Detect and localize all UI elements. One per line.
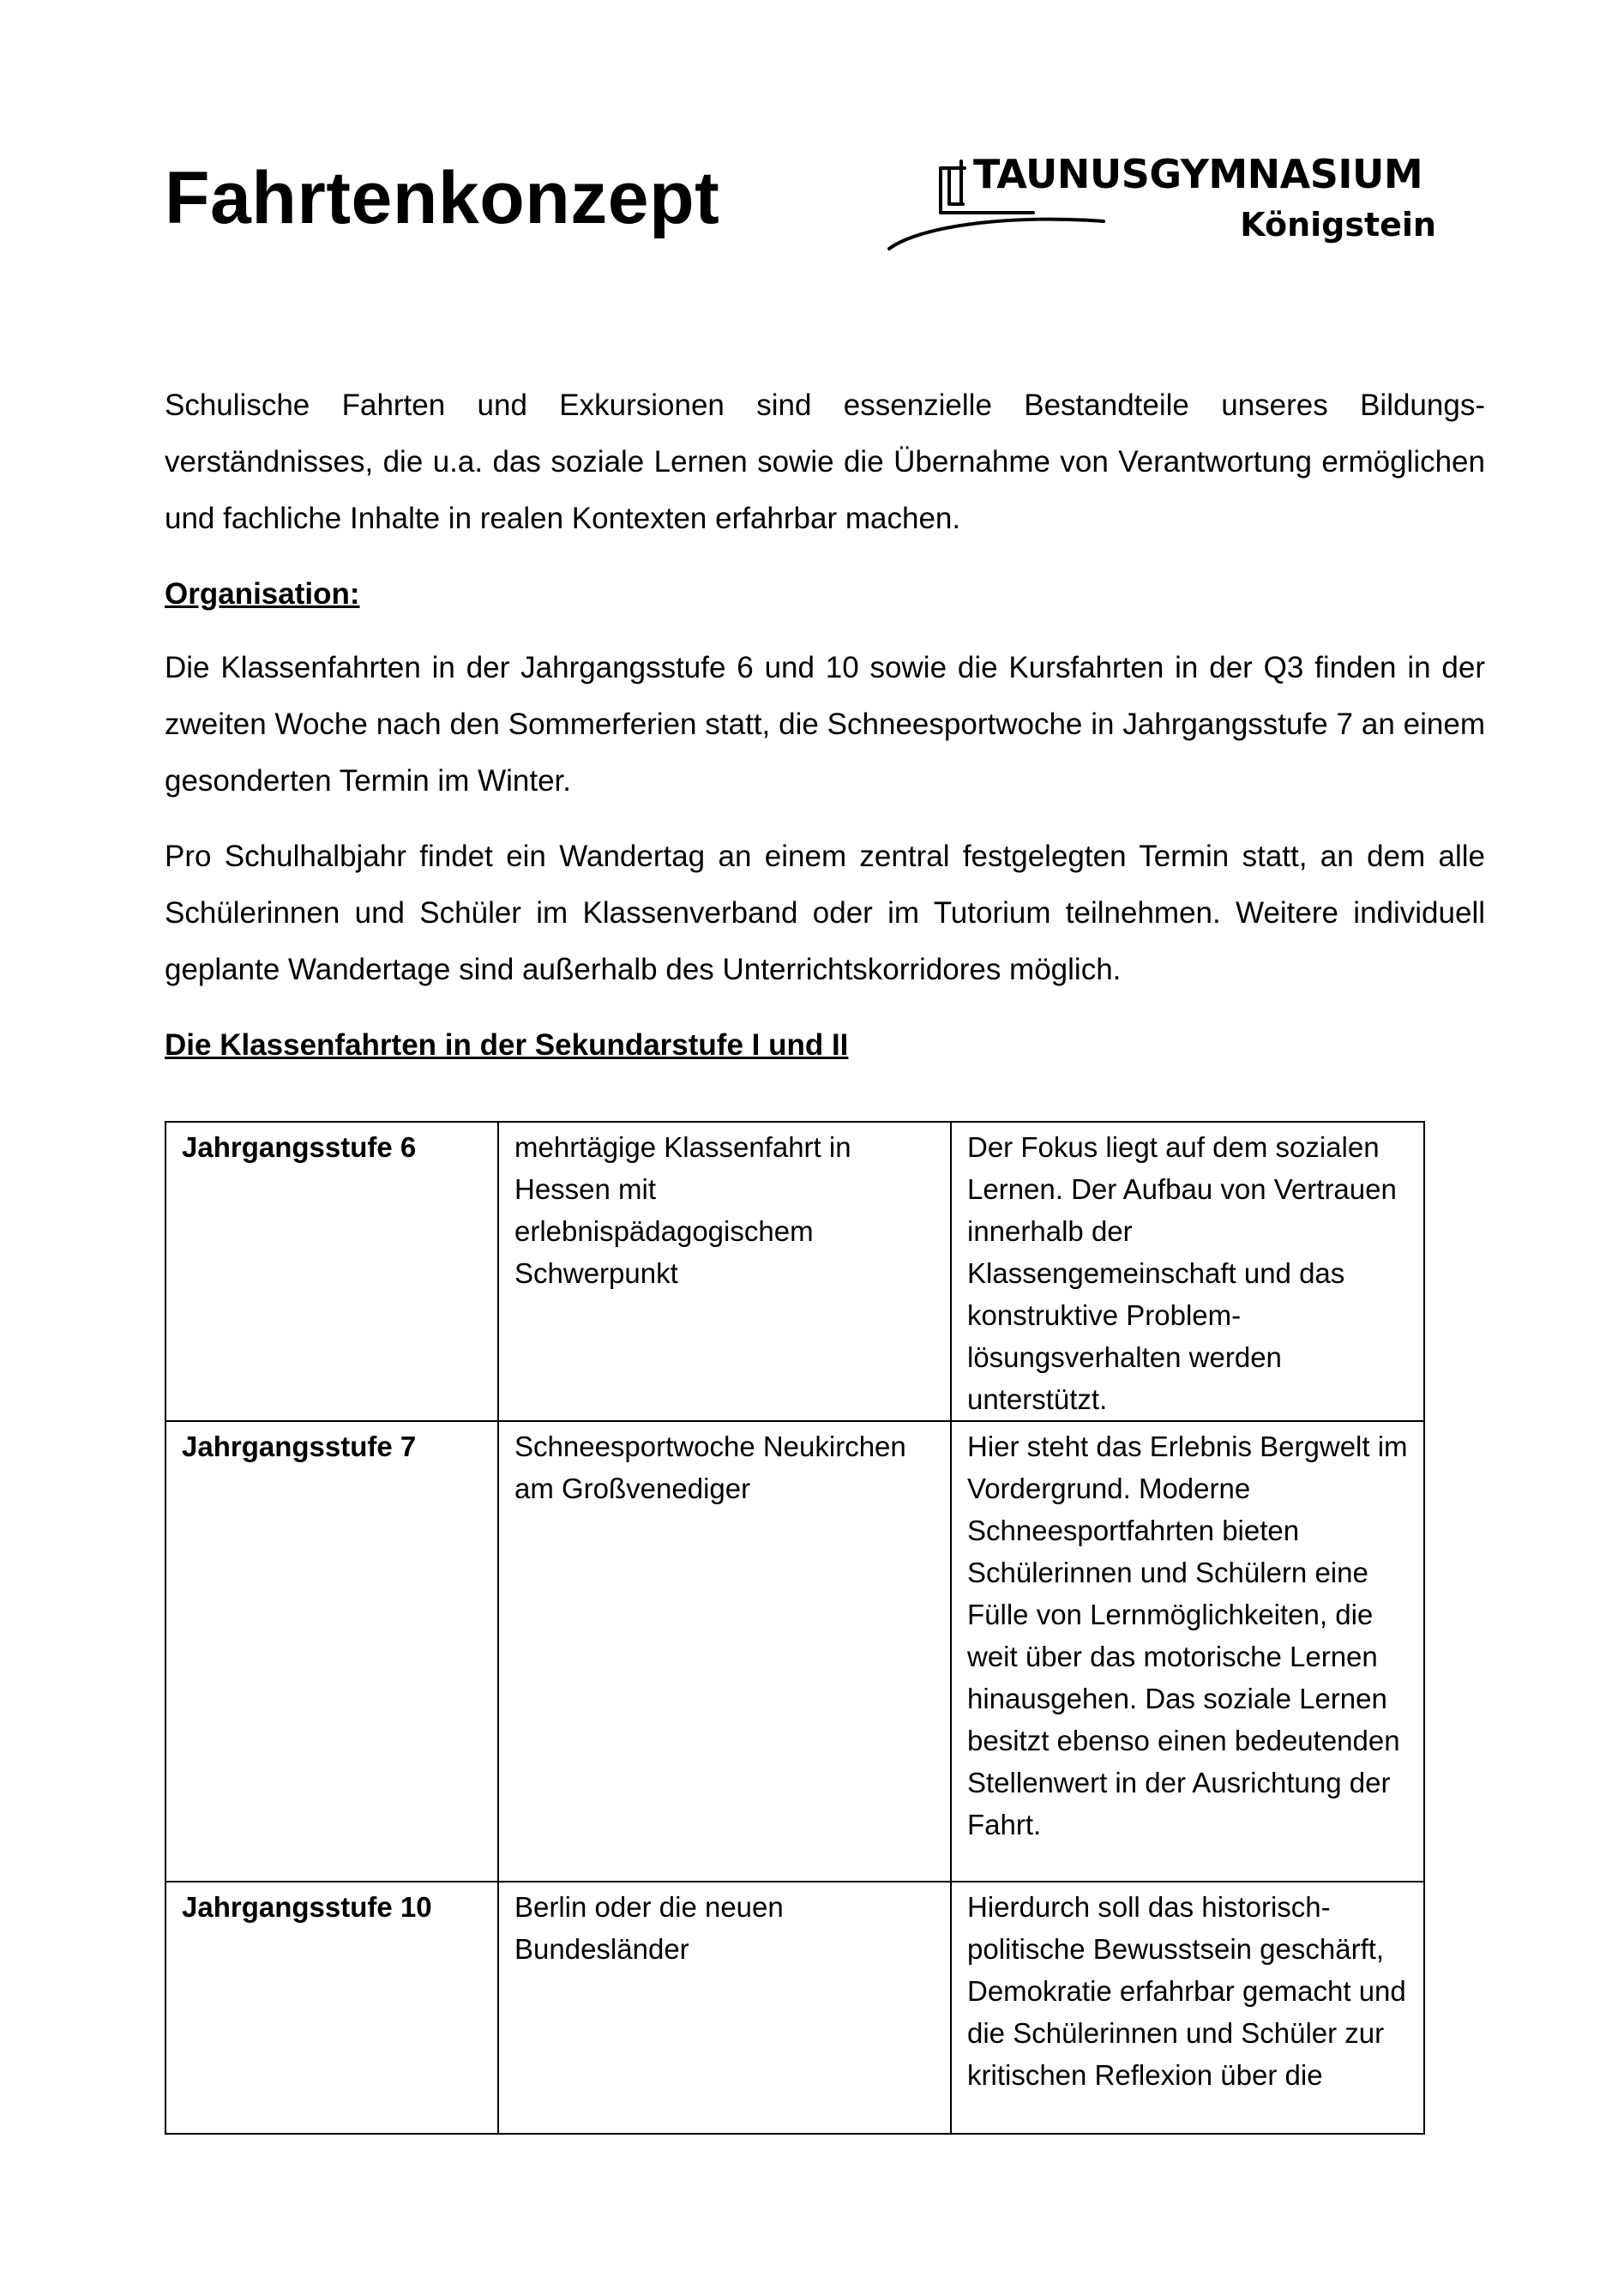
trip-cell: mehrtägige Klassenfahrt in Hessen mit erlebnispädagogischem Schwerpunkt [498,1122,951,1421]
organisation-paragraph: Die Klassenfahrten in der Jahrgangsstufe 6 und 10 sowie die Kursfahrten in der Q3 finden in der zweiten Woche nach den Sommerferien statt, die Schneesportwoche in Jahrgangsstufe 7 an einem gesonderten Termin im Winter. [165,651,1485,798]
logo-town: Königstein [1240,206,1436,244]
organisation-paragraph: Pro Schulhalbjahr findet ein Wandertag an einem zentral festgelegten Termin statt, an dem alle Schülerinnen und Schüler im Klassenverband oder im Tutorium teilnehmen. Weitere individuell geplante Wandertage sind außerhalb des Unterrichtskorridores möglich. [165,840,1485,986]
grade-cell: Jahrgangsstufe 6 [165,1122,498,1421]
school-logo [887,153,1436,264]
description-cell: Hierdurch soll das historisch-politische Bewusstsein geschärft, Demokratie erfahrbar gemacht und die Schülerinnen und Schüler zur kritischen Reflexion über die [951,1882,1424,2134]
trip-cell: Schneesportwoche Neukirchen am Großvenediger [498,1421,951,1882]
grade-cell: Jahrgangsstufe 7 [165,1421,498,1882]
intro-paragraph: Schulische Fahrten und Exkursionen sind essenzielle Bestandteile unseres Bildungs-verständnisses, die u.a. das soziale Lernen sowie die Übernahme von Verantwortung ermöglichen und fachliche Inhalte in realen Kontexten erfahrbar machen. [165,389,1485,535]
description-cell: Der Fokus liegt auf dem sozialen Lernen. Der Aufbau von Vertrauen innerhalb der Klassengemeinschaft und das konstruktive Problem-lösungsverhalten werden unterstützt. [951,1122,1424,1421]
table-row [165,1122,1424,1421]
grade-cell: Jahrgangsstufe 10 [165,1882,498,2134]
table-row [165,1882,1424,2134]
table-row [165,1421,1424,1882]
organisation-heading: Organisation: [165,577,360,611]
document-body [165,377,1485,1091]
klassenfahrten-heading: Die Klassenfahrten in der Sekundarstufe I und II [165,1028,849,1062]
description-cell: Hier steht das Erlebnis Bergwelt im Vordergrund. Moderne Schneesportfahrten bieten Schülerinnen und Schülern eine Fülle von Lernmöglichkeiten, die weit über das motorische Lernen hinausgehen. Das soziale Lernen besitzt ebenso einen bedeutenden Stellenwert in der Ausrichtung der Fahrt. [951,1421,1424,1882]
trip-cell: Berlin oder die neuen Bundesländer [498,1882,951,2134]
logo-school-name: TAUNUSGYMNASIUM [973,151,1423,197]
klassenfahrten-table [165,1121,1425,2135]
page-title: Fahrtenkonzept [165,157,720,239]
